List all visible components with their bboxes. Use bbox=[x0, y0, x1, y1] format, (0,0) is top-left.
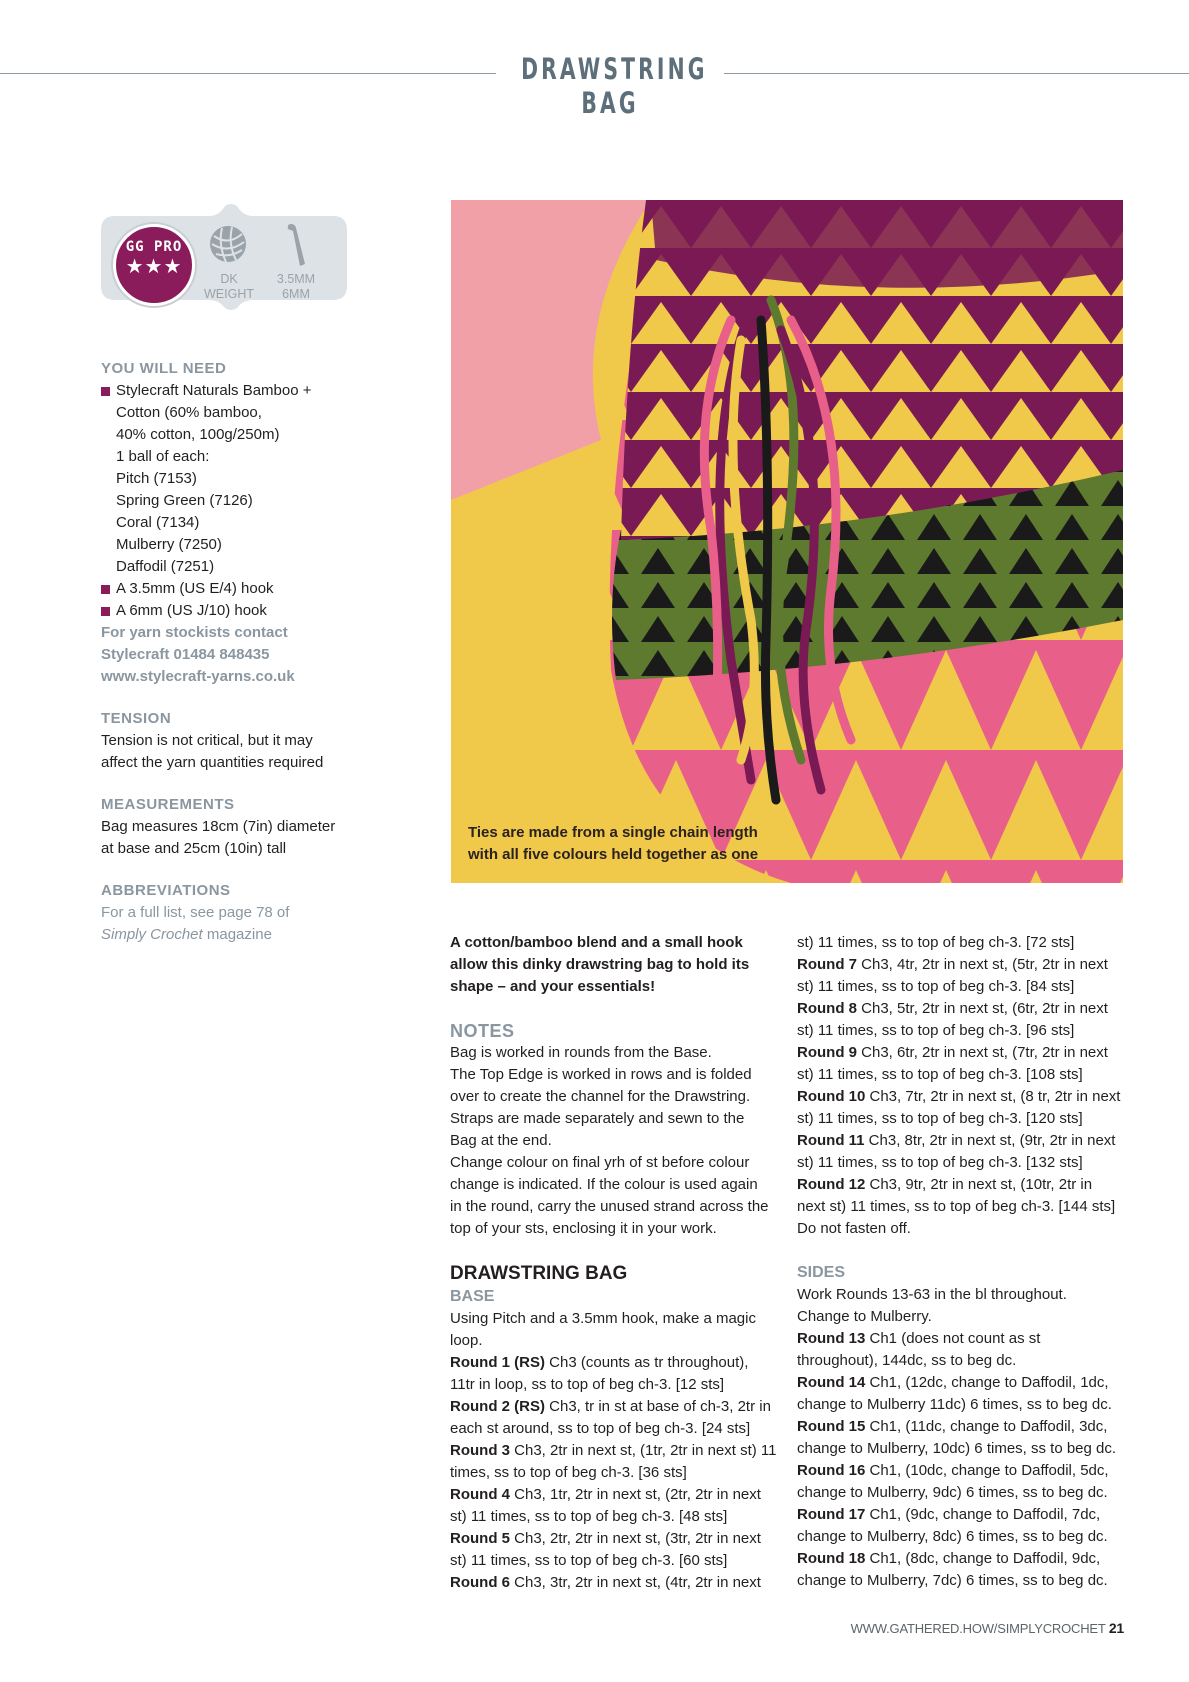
text-line: The Top Edge is worked in rows and is folded bbox=[450, 1066, 752, 1083]
section-heading: DRAWSTRING BAG bbox=[450, 1263, 628, 1284]
sides-heading: SIDES bbox=[797, 1264, 846, 1281]
product-photo bbox=[451, 200, 1123, 883]
round-label: Round 9 bbox=[797, 1044, 857, 1061]
instruction-text: Ch3, 2tr in next st, (1tr, 2tr in next st) 11 bbox=[510, 1442, 777, 1459]
round-label: Round 5 bbox=[450, 1530, 510, 1547]
instruction-text: Ch3, 5tr, 2tr in next st, (6tr, 2tr in next bbox=[857, 1000, 1108, 1017]
yarn-colour: Coral (7134) bbox=[116, 514, 200, 531]
instruction-text: Ch1, (12dc, change to Daffodil, 1dc, bbox=[865, 1374, 1109, 1391]
measurements-text: at base and 25cm (10in) tall bbox=[101, 840, 287, 857]
instruction-text: st) 11 times, ss to top of beg ch-3. [48 sts] bbox=[450, 1508, 728, 1525]
instruction-line bbox=[797, 1438, 1127, 1460]
instruction-line bbox=[450, 1484, 780, 1506]
round-instructions bbox=[797, 932, 1127, 1240]
instruction-text: Using Pitch and a 3.5mm hook, make a magic bbox=[450, 1310, 756, 1327]
instruction-text: next st) 11 times, ss to top of beg ch-3. [144 sts] bbox=[797, 1198, 1116, 1215]
round-label: Round 13 bbox=[797, 1330, 866, 1347]
instruction-text: each st around, ss to top of beg ch-3. [24 sts] bbox=[450, 1420, 751, 1437]
intro-line: allow this dinky drawstring bag to hold its bbox=[450, 956, 750, 973]
instruction-text: Ch1 (does not count as st bbox=[865, 1330, 1041, 1347]
instruction-line bbox=[797, 1284, 1127, 1306]
instruction-line bbox=[797, 954, 1127, 976]
instruction-text: Ch3, 8tr, 2tr in next st, (9tr, 2tr in next bbox=[864, 1132, 1116, 1149]
round-label: Round 3 bbox=[450, 1442, 510, 1459]
abbreviations-section bbox=[101, 880, 371, 946]
instruction-text: Ch3, 7tr, 2tr in next st, (8 tr, 2tr in next bbox=[865, 1088, 1121, 1105]
instruction-line bbox=[797, 1460, 1127, 1482]
intro-line: shape – and your essentials! bbox=[450, 978, 656, 995]
instruction-text: Ch3, 9tr, 2tr in next st, (10tr, 2tr in bbox=[865, 1176, 1093, 1193]
round-label: Round 18 bbox=[797, 1550, 866, 1567]
instruction-text: Ch3, 6tr, 2tr in next st, (7tr, 2tr in next bbox=[857, 1044, 1108, 1061]
instruction-line bbox=[450, 1308, 780, 1330]
instruction-text: Ch1, (11dc, change to Daffodil, 3dc, bbox=[865, 1418, 1108, 1435]
round-label: Round 17 bbox=[797, 1506, 866, 1523]
instruction-line bbox=[797, 998, 1127, 1020]
instruction-line bbox=[797, 932, 1127, 954]
materials-sidebar bbox=[101, 358, 371, 966]
instruction-text: change to Mulberry, 8dc) 6 times, ss to beg dc. bbox=[797, 1528, 1108, 1545]
yarn-colour: Daffodil (7251) bbox=[116, 558, 215, 575]
yarn-line: 1 ball of each: bbox=[116, 448, 210, 465]
yarn-colour: Spring Green (7126) bbox=[116, 492, 253, 509]
instruction-line bbox=[450, 1462, 780, 1484]
text-line: Bag at the end. bbox=[450, 1132, 552, 1149]
text-line: Straps are made separately and sewn to the bbox=[450, 1110, 745, 1127]
instruction-line bbox=[450, 1528, 780, 1550]
instruction-text: change to Mulberry, 7dc) 6 times, ss to beg dc. bbox=[797, 1572, 1108, 1589]
round-label: Round 14 bbox=[797, 1374, 866, 1391]
stockist-website-link[interactable]: www.stylecraft-yarns.co.uk bbox=[101, 668, 295, 685]
instruction-line bbox=[450, 1572, 780, 1594]
instruction-line bbox=[797, 1482, 1127, 1504]
intro-line: A cotton/bamboo blend and a small hook bbox=[450, 934, 743, 951]
instruction-text: 11tr in loop, ss to top of beg ch-3. [12 sts] bbox=[450, 1376, 725, 1393]
instruction-line bbox=[797, 1548, 1127, 1570]
instruction-text: Ch3, 2tr, 2tr in next st, (3tr, 2tr in next bbox=[510, 1530, 761, 1547]
yarn-colour: Pitch (7153) bbox=[116, 470, 197, 487]
tension-text: Tension is not critical, but it may bbox=[101, 732, 313, 749]
notes-lines bbox=[450, 1042, 780, 1240]
round-label: Round 10 bbox=[797, 1088, 866, 1105]
instruction-line bbox=[797, 1350, 1127, 1372]
instruction-text: times, ss to top of beg ch-3. [36 sts] bbox=[450, 1464, 687, 1481]
hook-size-line2: 6MM bbox=[282, 287, 310, 301]
skill-stars: ★★★ bbox=[125, 256, 183, 278]
yarn-line: Stylecraft Naturals Bamboo + bbox=[116, 382, 312, 399]
instruction-line bbox=[797, 1416, 1127, 1438]
instruction-text: st) 11 times, ss to top of beg ch-3. [108 sts] bbox=[797, 1066, 1083, 1083]
sides-instructions bbox=[797, 1284, 1127, 1592]
instruction-text: Ch3 (counts as tr throughout), bbox=[545, 1354, 749, 1371]
instruction-text: st) 11 times, ss to top of beg ch-3. [72 sts] bbox=[797, 934, 1075, 951]
round-label: Round 6 bbox=[450, 1574, 510, 1591]
instruction-text: st) 11 times, ss to top of beg ch-3. [60 sts] bbox=[450, 1552, 728, 1569]
instruction-line bbox=[797, 1504, 1127, 1526]
caption-line: with all five colours held together as one bbox=[468, 846, 759, 863]
instruction-text: Ch1, (8dc, change to Daffodil, 9dc, bbox=[865, 1550, 1101, 1567]
instruction-text: Ch1, (9dc, change to Daffodil, 7dc, bbox=[865, 1506, 1101, 1523]
instruction-line bbox=[797, 1570, 1127, 1592]
text-line: Bag is worked in rounds from the Base. bbox=[450, 1044, 712, 1061]
round-label: Round 12 bbox=[797, 1176, 866, 1193]
tension-heading: TENSION bbox=[101, 710, 172, 727]
you-will-need-heading: YOU WILL NEED bbox=[101, 360, 227, 377]
instruction-line bbox=[797, 1372, 1127, 1394]
page-number: 21 bbox=[1108, 1620, 1124, 1636]
base-instructions bbox=[450, 1308, 780, 1594]
instruction-text: Change to Mulberry. bbox=[797, 1308, 932, 1325]
tension-section bbox=[101, 708, 371, 774]
crochet-hook-icon bbox=[283, 222, 307, 268]
magazine-name: Simply Crochet bbox=[101, 926, 203, 943]
instruction-line bbox=[797, 1108, 1127, 1130]
skill-level-badge bbox=[113, 224, 195, 306]
instruction-text: Ch1, (10dc, change to Daffodil, 5dc, bbox=[865, 1462, 1109, 1479]
skill-level-text: GG PRO bbox=[125, 239, 183, 255]
instruction-line bbox=[450, 1352, 780, 1374]
yarn-weight-line2: WEIGHT bbox=[204, 287, 254, 301]
instruction-line bbox=[797, 1130, 1127, 1152]
drawstring-bag-image bbox=[451, 200, 1123, 883]
instruction-text: throughout), 144dc, ss to beg dc. bbox=[797, 1352, 1017, 1369]
text-line: top of your sts, enclosing it in your work. bbox=[450, 1220, 717, 1237]
instruction-line bbox=[797, 976, 1127, 998]
instruction-text: Ch3, 4tr, 2tr in next st, (5tr, 2tr in next bbox=[857, 956, 1108, 973]
measurements-section bbox=[101, 794, 371, 860]
instruction-line bbox=[450, 1550, 780, 1572]
instruction-line bbox=[797, 1152, 1127, 1174]
instruction-line bbox=[450, 1418, 780, 1440]
hook-list-item: A 6mm (US J/10) hook bbox=[101, 600, 371, 622]
instruction-line bbox=[797, 1064, 1127, 1086]
instruction-text: st) 11 times, ss to top of beg ch-3. [84 sts] bbox=[797, 978, 1075, 995]
notes-heading: NOTES bbox=[450, 1021, 515, 1041]
instruction-text: st) 11 times, ss to top of beg ch-3. [96 sts] bbox=[797, 1022, 1075, 1039]
instruction-text: Ch3, 1tr, 2tr in next st, (2tr, 2tr in next bbox=[510, 1486, 761, 1503]
text-line: over to create the channel for the Drawstring. bbox=[450, 1088, 751, 1105]
skill-badge bbox=[101, 202, 347, 310]
hook-size-label bbox=[267, 272, 325, 302]
instruction-text: Ch3, tr in st at base of ch-3, 2tr in bbox=[545, 1398, 771, 1415]
pattern-column-2 bbox=[797, 932, 1127, 1592]
instruction-line bbox=[797, 1086, 1127, 1108]
round-label: Round 7 bbox=[797, 956, 857, 973]
yarn-list-item bbox=[101, 380, 371, 578]
intro-text bbox=[450, 932, 780, 998]
instruction-text: change to Mulberry, 10dc) 6 times, ss to beg dc. bbox=[797, 1440, 1117, 1457]
round-label: Round 8 bbox=[797, 1000, 857, 1017]
yarn-weight-label bbox=[194, 272, 264, 302]
yarn-ball-icon bbox=[208, 224, 248, 264]
instruction-line bbox=[450, 1374, 780, 1396]
measurements-text: Bag measures 18cm (7in) diameter bbox=[101, 818, 336, 835]
instruction-text: loop. bbox=[450, 1332, 483, 1349]
base-heading: BASE bbox=[450, 1288, 495, 1305]
instruction-line bbox=[797, 1328, 1127, 1350]
hook-list-item: A 3.5mm (US E/4) hook bbox=[101, 578, 371, 600]
instruction-line bbox=[797, 1174, 1127, 1196]
caption-line: Ties are made from a single chain length bbox=[468, 824, 758, 841]
header-rule-right bbox=[724, 73, 1189, 74]
abbreviations-text: For a full list, see page 78 of bbox=[101, 904, 290, 921]
yarn-line: Cotton (60% bamboo, bbox=[116, 404, 262, 421]
round-label: Round 1 (RS) bbox=[450, 1354, 545, 1371]
stockist-line: For yarn stockists contact bbox=[101, 624, 288, 641]
round-label: Round 16 bbox=[797, 1462, 866, 1479]
instruction-text: Do not fasten off. bbox=[797, 1220, 911, 1237]
instruction-line bbox=[797, 1218, 1127, 1240]
footer-url[interactable]: WWW.GATHERED.HOW/SIMPLYCROCHET bbox=[850, 1621, 1106, 1636]
instruction-line bbox=[797, 1042, 1127, 1064]
measurements-heading: MEASUREMENTS bbox=[101, 796, 235, 813]
abbreviations-text bbox=[101, 924, 371, 946]
yarn-line: 40% cotton, 100g/250m) bbox=[116, 426, 280, 443]
you-will-need-section bbox=[101, 358, 371, 688]
instruction-line bbox=[450, 1440, 780, 1462]
abbreviations-heading: ABBREVIATIONS bbox=[101, 882, 231, 899]
instruction-line bbox=[797, 1306, 1127, 1328]
instruction-line bbox=[797, 1020, 1127, 1042]
text-line: Change colour on final yrh of st before colour bbox=[450, 1154, 750, 1171]
instruction-line bbox=[797, 1196, 1127, 1218]
yarn-weight-line1: DK bbox=[220, 272, 238, 286]
page-title: DRAWSTRING BAG bbox=[521, 52, 708, 120]
instruction-text: Ch3, 3tr, 2tr in next st, (4tr, 2tr in next bbox=[510, 1574, 761, 1591]
stockist-phone: Stylecraft 01484 848435 bbox=[101, 646, 270, 663]
pattern-column-1 bbox=[450, 932, 780, 1594]
round-label: Round 2 (RS) bbox=[450, 1398, 545, 1415]
page-footer bbox=[820, 1620, 1124, 1636]
instruction-text: st) 11 times, ss to top of beg ch-3. [120 sts] bbox=[797, 1110, 1083, 1127]
round-label: Round 4 bbox=[450, 1486, 510, 1503]
photo-caption bbox=[468, 822, 788, 866]
abbreviations-suffix: magazine bbox=[202, 926, 272, 943]
round-label: Round 15 bbox=[797, 1418, 866, 1435]
instruction-text: change to Mulberry 11dc) 6 times, ss to beg dc. bbox=[797, 1396, 1112, 1413]
text-line: in the round, carry the unused strand across the bbox=[450, 1198, 769, 1215]
tension-text: affect the yarn quantities required bbox=[101, 754, 324, 771]
instruction-line bbox=[450, 1396, 780, 1418]
instruction-text: st) 11 times, ss to top of beg ch-3. [132 sts] bbox=[797, 1154, 1083, 1171]
instruction-line bbox=[450, 1330, 780, 1352]
instruction-line bbox=[450, 1506, 780, 1528]
header-rule-left bbox=[0, 73, 496, 74]
hook-size-line1: 3.5MM bbox=[276, 272, 316, 286]
round-label: Round 11 bbox=[797, 1132, 865, 1149]
instruction-line bbox=[797, 1526, 1127, 1548]
instruction-line bbox=[797, 1394, 1127, 1416]
text-line: change is indicated. If the colour is used again bbox=[450, 1176, 758, 1193]
instruction-text: change to Mulberry, 9dc) 6 times, ss to beg dc. bbox=[797, 1484, 1108, 1501]
yarn-colour: Mulberry (7250) bbox=[116, 536, 222, 553]
instruction-text: Work Rounds 13-63 in the bl throughout. bbox=[797, 1286, 1067, 1303]
